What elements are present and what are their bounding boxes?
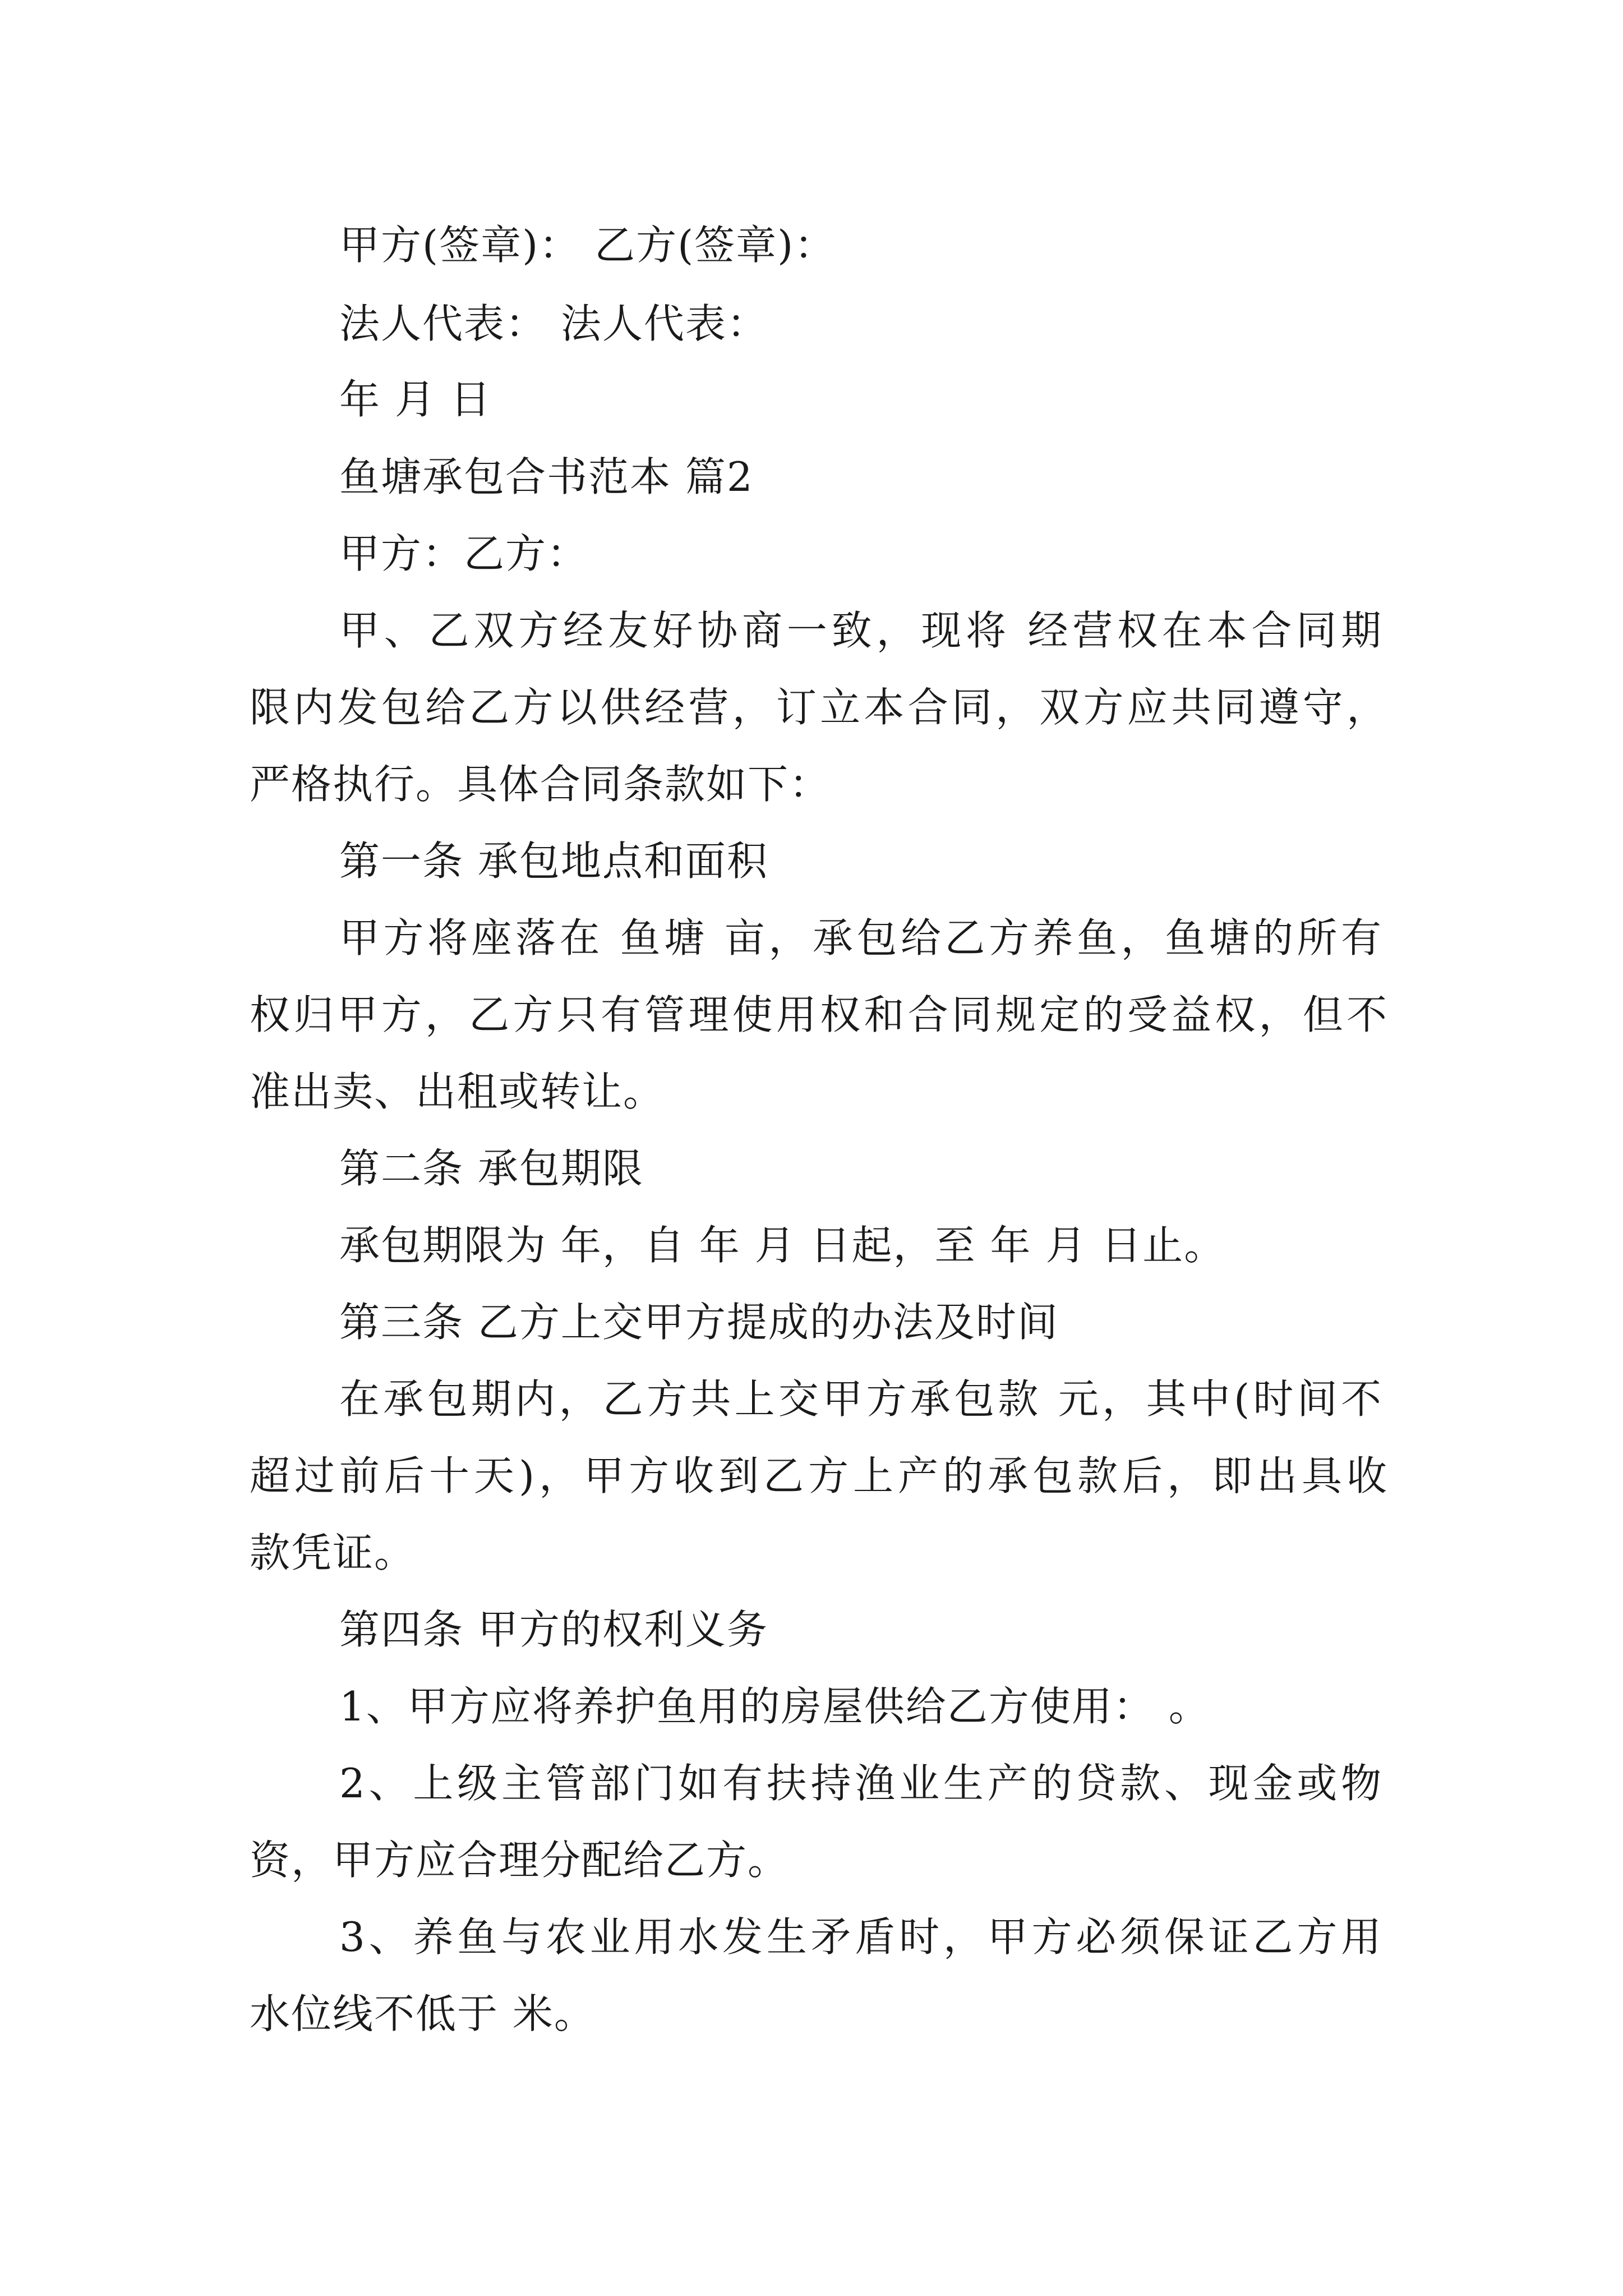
article-4-item-3-line-2: 水位线不低于 米。 (250, 1990, 596, 2037)
date-line: 年 月 日 (339, 376, 492, 423)
article-3-line-2: 超过前后十天)，甲方收到乙方上产的承包款后，即出具收 (250, 1452, 1388, 1499)
signature-line: 甲方(签章)： 乙方(签章)： (339, 222, 836, 269)
section-title: 鱼塘承包合书范本 篇2 (339, 453, 754, 500)
representative-line: 法人代表： 法人代表： (339, 300, 768, 347)
article-3-line-1: 在承包期内，乙方共上交甲方承包款 元，其中(时间不 (339, 1375, 1382, 1423)
parties-line: 甲方：乙方： (339, 530, 589, 577)
article-2-line-1: 承包期限为 年，自 年 月 日起，至 年 月 日止。 (339, 1222, 1226, 1269)
article-2-heading: 第二条 承包期限 (339, 1145, 644, 1192)
article-1-line-3: 准出卖、出租或转让。 (250, 1068, 665, 1115)
article-3-heading: 第三条 乙方上交甲方提成的办法及时间 (339, 1299, 1059, 1346)
paragraph-intro-line-1: 甲、乙双方经友好协商一致，现将 经营权在本合同期 (339, 607, 1382, 654)
article-1-line-2: 权归甲方，乙方只有管理使用权和合同规定的受益权，但不 (250, 991, 1388, 1038)
article-3-line-3: 款凭证。 (250, 1529, 416, 1576)
article-4-item-2-line-1: 2、上级主管部门如有扶持渔业生产的贷款、现金或物 (339, 1760, 1382, 1807)
article-4-heading: 第四条 甲方的权利义务 (339, 1606, 768, 1653)
article-4-item-1: 1、甲方应将养护鱼用的房屋供给乙方使用： 。 (339, 1683, 1210, 1730)
paragraph-intro-line-3: 严格执行。具体合同条款如下： (250, 761, 831, 808)
article-1-heading: 第一条 承包地点和面积 (339, 838, 768, 885)
paragraph-intro-line-2: 限内发包给乙方以供经营，订立本合同，双方应共同遵守， (250, 684, 1388, 731)
article-1-line-1: 甲方将座落在 鱼塘 亩，承包给乙方养鱼，鱼塘的所有 (339, 914, 1382, 961)
article-4-item-2-line-2: 资，甲方应合理分配给乙方。 (250, 1837, 790, 1884)
article-4-item-3-line-1: 3、养鱼与农业用水发生矛盾时，甲方必须保证乙方用 (339, 1913, 1382, 1961)
